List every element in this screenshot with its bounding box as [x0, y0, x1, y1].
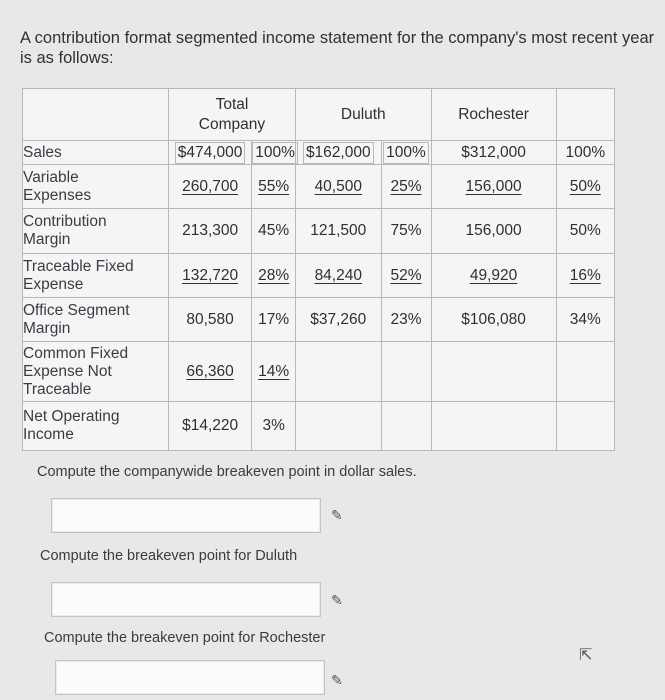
traceable-total-pct: 28%	[252, 254, 296, 298]
traceable-rochester-pct: 16%	[556, 254, 614, 298]
netop-total: $14,220	[168, 402, 251, 451]
row-office-segment-margin	[23, 298, 615, 342]
intro-text: A contribution format segmented income statement for the company's most recent year is as follows:	[20, 29, 655, 67]
variable-rochester: 156,000	[431, 165, 556, 209]
common-total: 66,360	[168, 342, 251, 402]
netop-total-pct: 3%	[252, 402, 296, 451]
sales-duluth-pct: 100%	[383, 142, 429, 164]
variable-duluth-pct: 25%	[381, 165, 431, 209]
variable-rochester-pct: 50%	[556, 165, 614, 209]
contribution-rochester: 156,000	[431, 209, 556, 254]
row-common-fixed	[23, 342, 615, 402]
sales-rochester: $312,000	[431, 141, 556, 165]
contribution-duluth: 121,500	[296, 209, 381, 254]
income-statement-table	[22, 88, 615, 451]
row-label: Office Segment Margin	[23, 298, 169, 342]
common-total-pct: 14%	[252, 342, 296, 402]
contribution-total-pct: 45%	[252, 209, 296, 254]
office-total-pct: 17%	[252, 298, 296, 342]
mouse-cursor-icon: ⇱	[579, 647, 593, 664]
header-rochester: Rochester	[431, 89, 556, 141]
contribution-rochester-pct: 50%	[556, 209, 614, 254]
traceable-duluth-pct: 52%	[381, 254, 431, 298]
traceable-total: 132,720	[168, 254, 251, 298]
sales-duluth: $162,000	[303, 142, 374, 164]
traceable-rochester: 49,920	[431, 254, 556, 298]
row-label: Variable Expenses	[23, 165, 169, 209]
row-contribution-margin	[23, 209, 615, 254]
row-sales	[23, 141, 615, 165]
variable-duluth: 40,500	[296, 165, 381, 209]
row-traceable-fixed	[23, 254, 615, 298]
row-label: Contribution Margin	[23, 209, 169, 254]
office-rochester-pct: 34%	[556, 298, 614, 342]
row-label: Sales	[23, 141, 169, 165]
traceable-duluth: 84,240	[296, 254, 381, 298]
pencil-check-icon[interactable]: ✎	[331, 592, 343, 608]
question-companywide: Compute the companywide breakeven point in dollar sales.	[37, 464, 417, 480]
row-label: Traceable Fixed Expense	[23, 254, 169, 298]
answer-input-duluth[interactable]	[51, 582, 321, 617]
answer-input-rochester[interactable]	[55, 660, 325, 695]
row-label: Net Operating Income	[23, 402, 169, 451]
pencil-check-icon[interactable]: ✎	[331, 507, 343, 523]
variable-total: 260,700	[168, 165, 251, 209]
question-duluth: Compute the breakeven point for Duluth	[40, 548, 298, 564]
sales-total-pct: 100%	[252, 142, 298, 164]
office-duluth-pct: 23%	[381, 298, 431, 342]
question-rochester: Compute the breakeven point for Rochester	[44, 630, 326, 646]
header-duluth: Duluth	[296, 89, 431, 141]
office-rochester: $106,080	[431, 298, 556, 342]
office-total: 80,580	[168, 298, 251, 342]
sales-rochester-pct: 100%	[556, 141, 614, 165]
contribution-total: 213,300	[168, 209, 251, 254]
row-variable-expenses	[23, 165, 615, 209]
variable-total-pct: 55%	[252, 165, 296, 209]
sales-total: $474,000	[175, 142, 246, 164]
answer-input-companywide[interactable]	[51, 498, 321, 533]
header-row	[23, 89, 615, 141]
office-duluth: $37,260	[296, 298, 381, 342]
row-net-operating-income	[23, 402, 615, 451]
row-label: Common Fixed Expense Not Traceable	[23, 342, 169, 402]
header-blank-2	[556, 89, 614, 141]
pencil-check-icon[interactable]: ✎	[331, 672, 343, 688]
header-blank	[23, 89, 169, 141]
header-total-company: Total Company	[168, 89, 295, 141]
contribution-duluth-pct: 75%	[381, 209, 431, 254]
